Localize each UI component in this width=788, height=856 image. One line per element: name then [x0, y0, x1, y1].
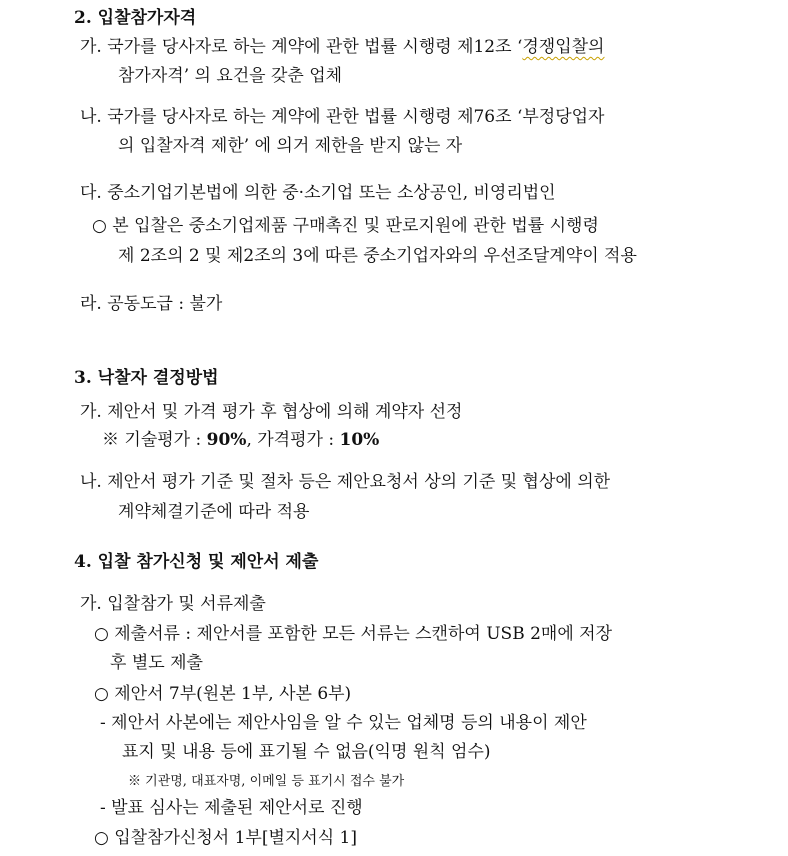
section2-da-bullet-line1: ○ 본 입찰은 중소기업제품 구매촉진 및 판로지원에 관한 법률 시행령	[92, 216, 599, 236]
section4-dash1-line2: 표지 및 내용 등에 표기될 수 없음(익명 원칙 엄수)	[122, 742, 491, 762]
section3-ga-line1: 가. 제안서 및 가격 평가 후 협상에 의해 계약자 선정	[80, 402, 463, 422]
section3-ga-note-mid: , 가격평가 :	[246, 430, 340, 450]
section4-dash1-note: ※ 기관명, 대표자명, 이메일 등 표기시 접수 불가	[128, 774, 405, 789]
section2-ra-line1: 라. 공동도급 : 불가	[80, 294, 223, 314]
section2-ga-line1	[80, 35, 604, 59]
section3-ga-note-pre: ※ 기술평가 :	[102, 430, 207, 450]
section2-na-line2: 의 입찰자격 제한’ 에 의거 제한을 받지 않는 자	[118, 136, 463, 156]
spellcheck-highlight: 경쟁입찰의	[522, 37, 605, 57]
section4-bullet1-line1: ○ 제출서류 : 제안서를 포함한 모든 서류는 스캔하여 USB 2매에 저장	[94, 624, 613, 644]
price-score-weight: 10%	[339, 430, 380, 450]
section3-na-line2: 계약체결기준에 따라 적용	[118, 502, 310, 522]
section4-bullet1-line2: 후 별도 제출	[110, 653, 203, 673]
section2-da-line1: 다. 중소기업기본법에 의한 중·소기업 또는 소상공인, 비영리법인	[80, 183, 556, 203]
section3-heading: 3. 낙찰자 결정방법	[74, 368, 219, 388]
section2-ga-line2: 참가자격’ 의 요건을 갖춘 업체	[118, 66, 343, 86]
section2-ga-line1-text: 가. 국가를 당사자로 하는 계약에 관한 법률 시행령 제12조 ‘	[80, 37, 523, 57]
section2-na-line1: 나. 국가를 당사자로 하는 계약에 관한 법률 시행령 제76조 ‘부정당업자	[80, 107, 605, 127]
section4-heading: 4. 입찰 참가신청 및 제안서 제출	[74, 552, 319, 572]
section3-ga-note	[102, 428, 379, 452]
section4-ga-line1: 가. 입찰참가 및 서류제출	[80, 594, 266, 614]
section2-da-bullet-line2: 제 2조의 2 및 제2조의 3에 따른 중소기업자와의 우선조달계약이 적용	[118, 246, 637, 266]
tech-score-weight: 90%	[206, 430, 247, 450]
section4-bullet3: ○ 입찰참가신청서 1부[별지서식 1]	[94, 828, 358, 848]
section3-na-line1: 나. 제안서 평가 기준 및 절차 등은 제안요청서 상의 기준 및 협상에 의한	[80, 472, 611, 492]
section2-heading: 2. 입찰참가자격	[74, 8, 197, 28]
section4-dash1-line1: - 제안서 사본에는 제안사임을 알 수 있는 업체명 등의 내용이 제안	[100, 713, 587, 733]
section4-bullet2: ○ 제안서 7부(원본 1부, 사본 6부)	[94, 684, 352, 704]
section4-dash2: - 발표 심사는 제출된 제안서로 진행	[100, 798, 363, 818]
